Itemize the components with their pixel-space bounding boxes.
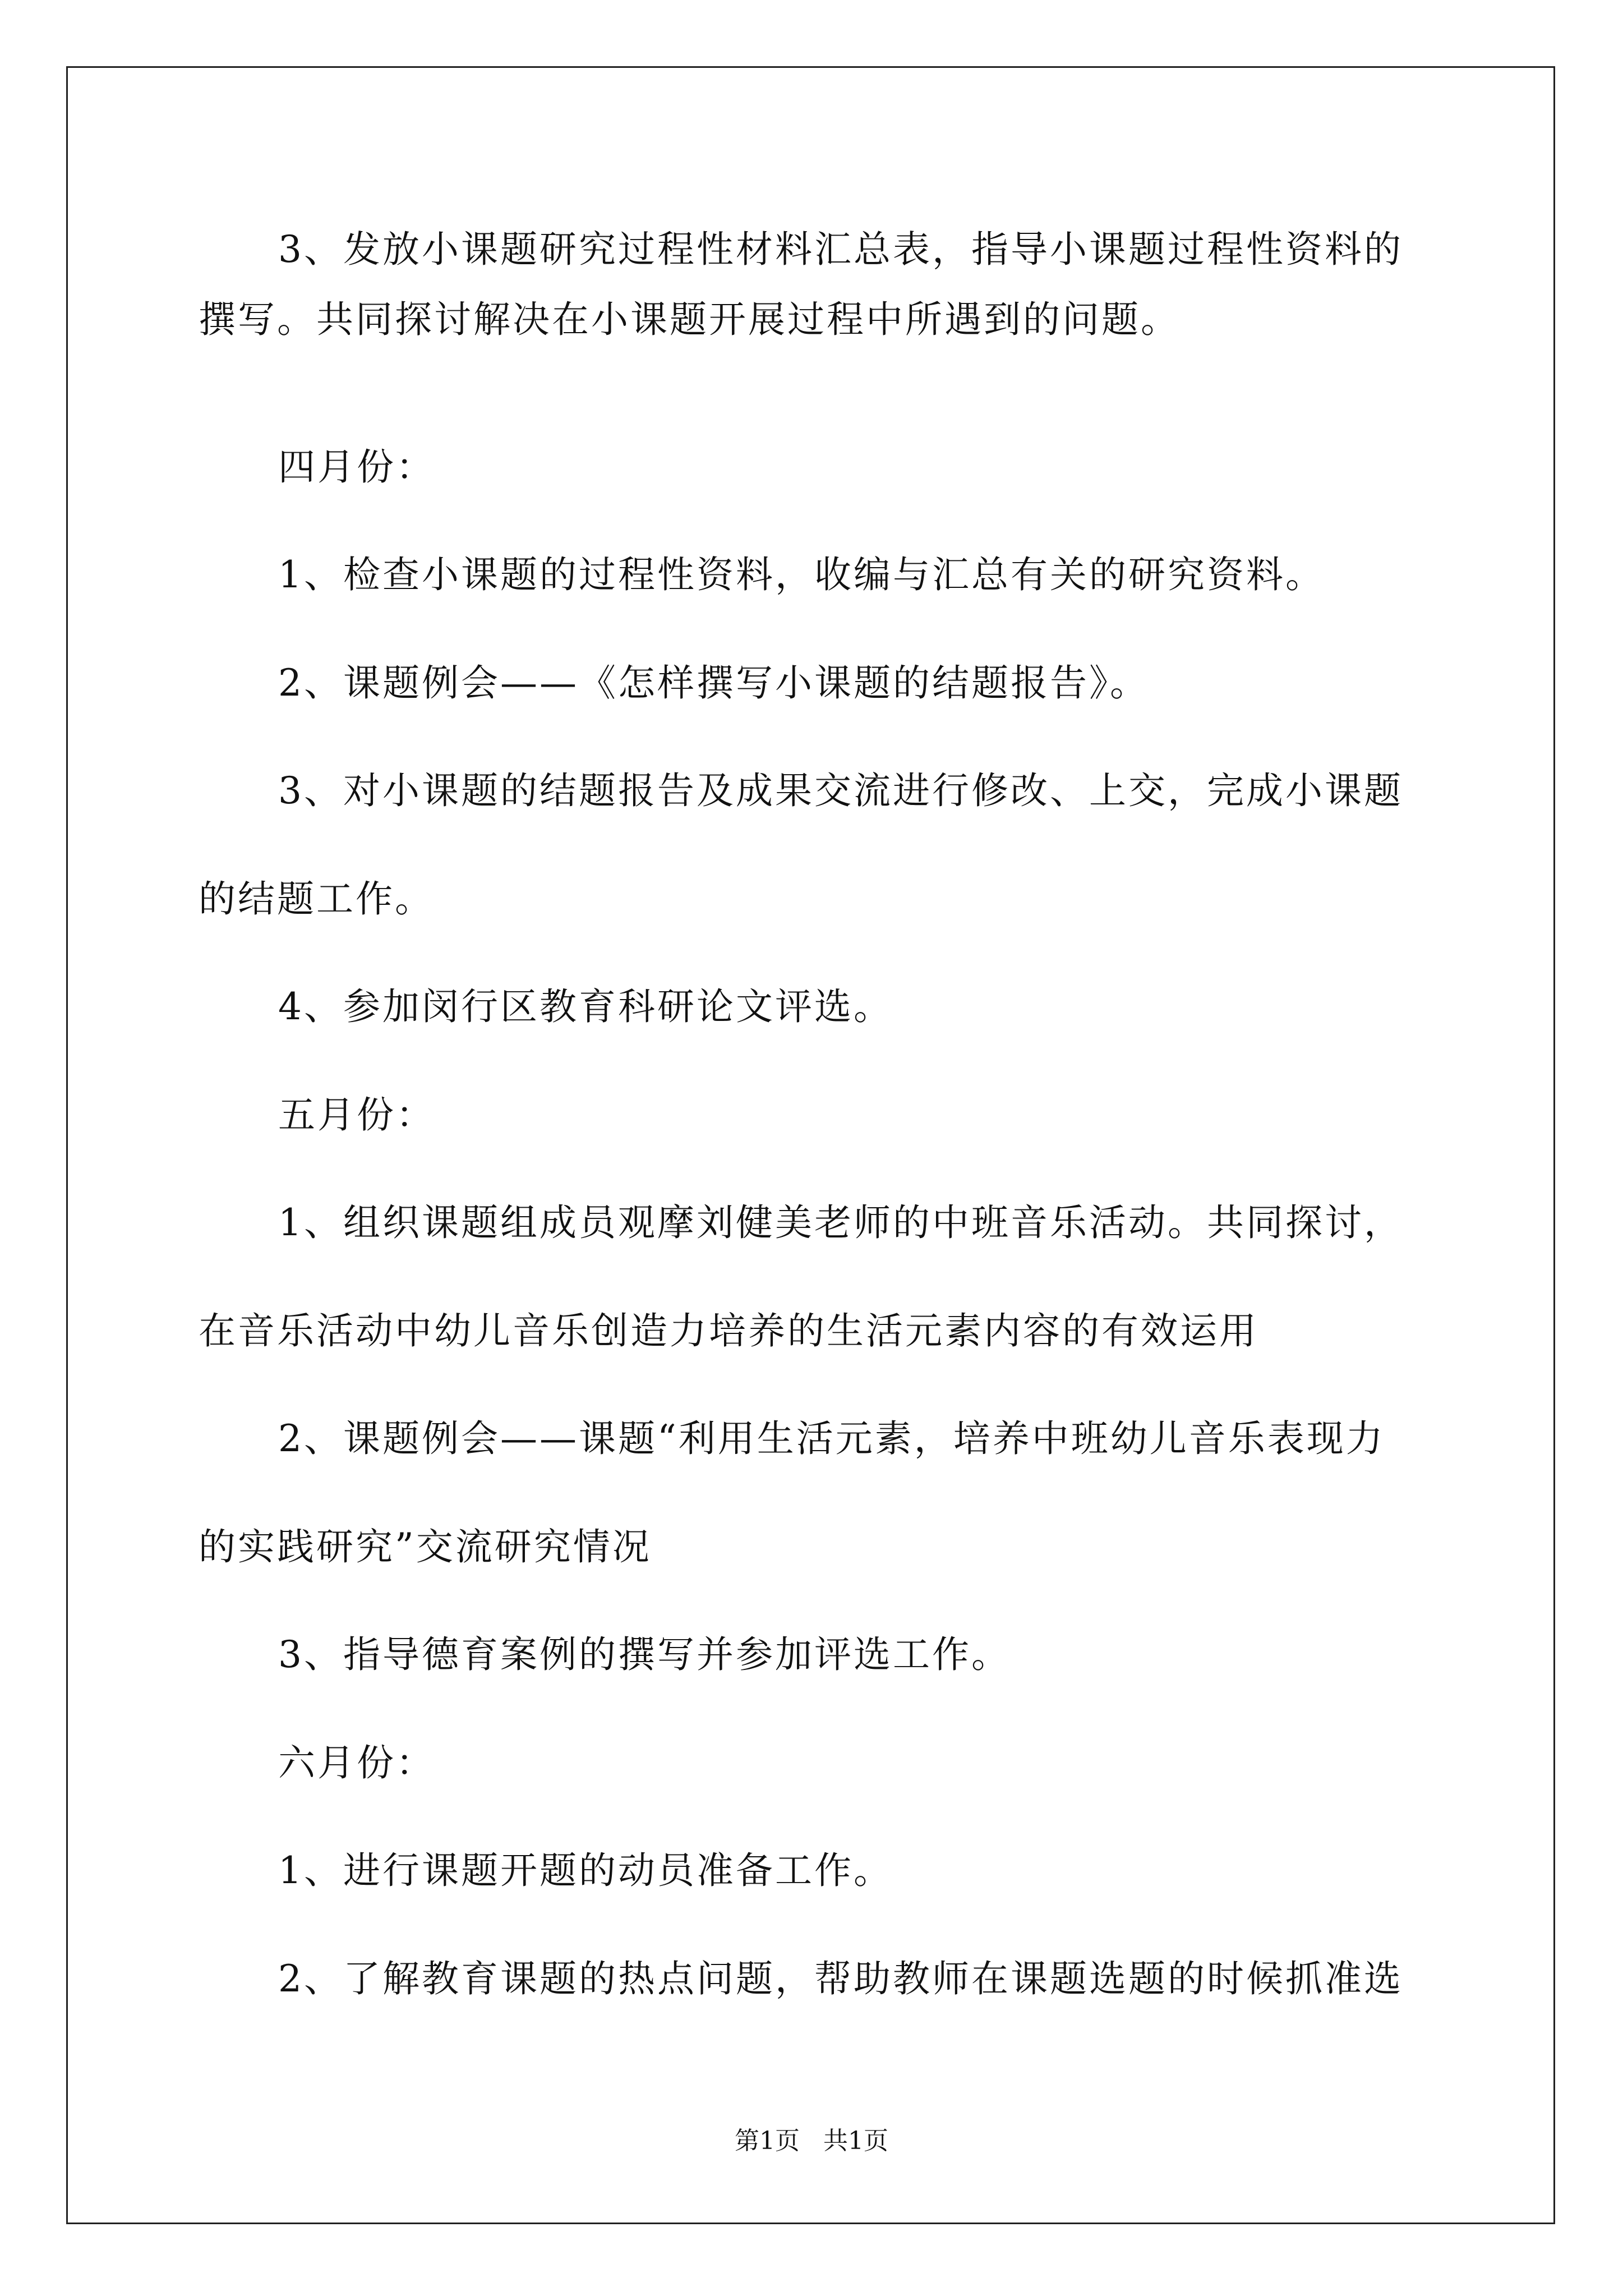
paragraph-line: 撰写。共同探讨解决在小课题开展过程中所遇到的问题。 xyxy=(199,298,1180,341)
section-heading-june: 六月份： xyxy=(278,1741,435,1784)
paragraph-line: 3、对小课题的结题报告及成果交流进行修改、上交，完成小课题 xyxy=(278,769,1403,812)
paragraph-line: 在音乐活动中幼儿音乐创造力培养的生活元素内容的有效运用 xyxy=(199,1309,1258,1352)
section-heading-may: 五月份： xyxy=(278,1093,435,1137)
paragraph-line: 1、进行课题开题的动员准备工作。 xyxy=(278,1849,893,1892)
section-heading-april: 四月份： xyxy=(278,445,435,489)
page-footer: 第1页 共1页 xyxy=(735,2127,888,2155)
paragraph-line: 4、参加闵行区教育科研论文评选。 xyxy=(278,985,893,1028)
paragraph-line: 1、检查小课题的过程性资料，收编与汇总有关的研究资料。 xyxy=(278,553,1325,596)
paragraph-line: 2、课题例会——《怎样撰写小课题的结题报告》。 xyxy=(278,661,1149,705)
paragraph-line: 的实践研究”交流研究情况 xyxy=(199,1525,652,1568)
paragraph-line: 的结题工作。 xyxy=(199,877,434,921)
paragraph-line: 2、了解教育课题的热点问题，帮助教师在课题选题的时候抓准选 xyxy=(278,1957,1403,2000)
paragraph-line: 1、组织课题组成员观摩刘健美老师的中班音乐活动。共同探讨， xyxy=(278,1201,1403,1244)
paragraph-line: 3、发放小课题研究过程性材料汇总表，指导小课题过程性资料的 xyxy=(278,228,1403,271)
paragraph-line: 2、课题例会——课题“利用生活元素，培养中班幼儿音乐表现力 xyxy=(278,1417,1385,1460)
paragraph-line: 3、指导德育案例的撰写并参加评选工作。 xyxy=(278,1633,1011,1676)
